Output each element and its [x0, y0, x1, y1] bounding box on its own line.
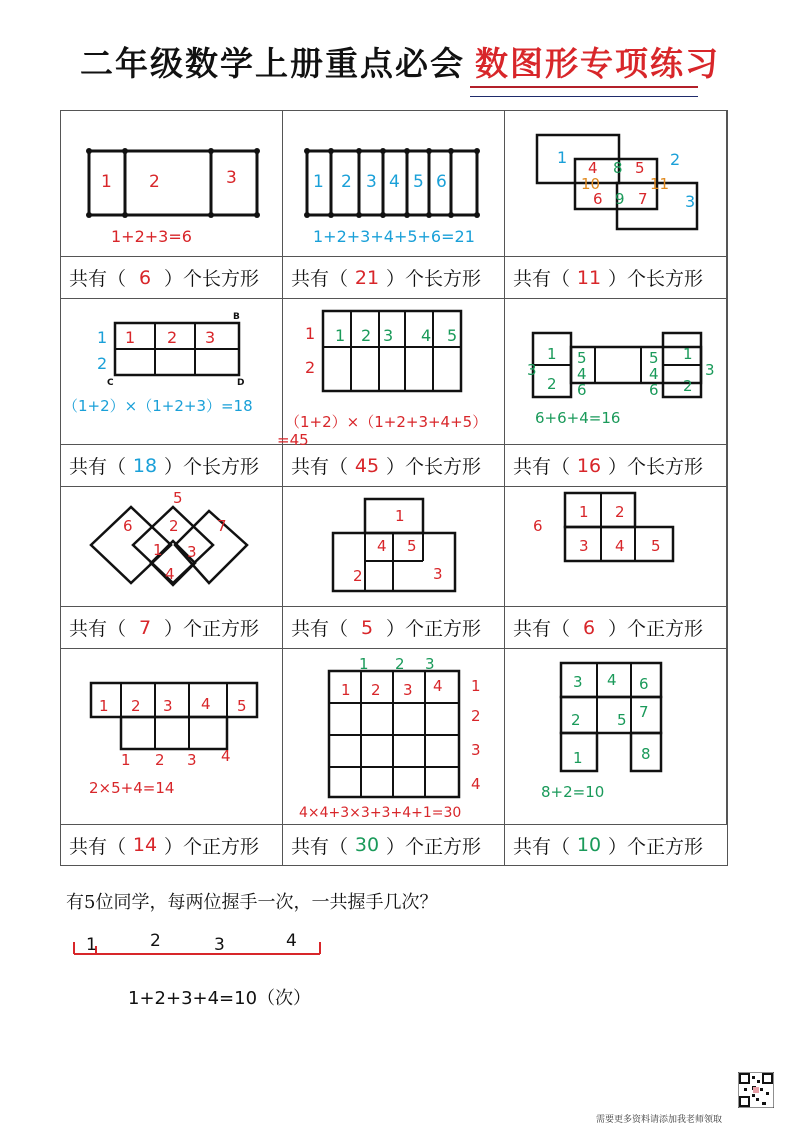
handshake-diagram — [70, 928, 370, 972]
answer-value: 21 — [354, 266, 380, 289]
label: 3 — [471, 741, 481, 759]
figure-cell-r1c3 — [505, 111, 727, 257]
handshake-label: 1 — [86, 935, 97, 955]
label: 1 — [471, 677, 481, 695]
formula-r2c2: （1+2）×（1+2+3+4+5） — [285, 413, 488, 431]
title-underline-thin — [470, 96, 698, 97]
figure-cell-r4c3 — [505, 649, 727, 825]
answer-r3c2: 共有（ 5 ）个正方形 — [283, 607, 505, 649]
label: 4 — [615, 537, 625, 555]
answer-r1c2: 共有（ 21 ）个长方形 — [283, 257, 505, 299]
answer-r3c3: 共有（ 6 ）个正方形 — [505, 607, 727, 649]
label: 6 — [533, 517, 543, 535]
handshake-label: 3 — [214, 935, 225, 955]
answer-r2c3: 共有（ 16 ）个长方形 — [505, 445, 727, 487]
label: 5 — [173, 489, 183, 507]
figure-r4c2 — [283, 649, 505, 825]
label: 2 — [683, 377, 693, 395]
label: 1 — [573, 749, 583, 767]
label: 1 — [101, 172, 112, 192]
label: 1 — [341, 681, 351, 699]
label: 1 — [579, 503, 589, 521]
figure-cell-r3c2 — [283, 487, 505, 607]
label: 3 — [226, 168, 237, 188]
figure-r4c1 — [61, 649, 283, 825]
figure-r2c1 — [61, 299, 283, 445]
label: 2 — [167, 328, 178, 347]
label: 2 — [361, 326, 372, 345]
answer-value: 7 — [138, 616, 152, 639]
title-highlight: 数图形专项练习 — [475, 44, 720, 83]
label: 2 — [471, 707, 481, 725]
label: 5 — [237, 697, 247, 715]
formula-r2c2-result: =45 — [277, 431, 309, 449]
figure-cell-r2c1 — [61, 299, 283, 445]
label: 7 — [639, 703, 649, 721]
label: 11 — [650, 175, 670, 193]
page-title — [0, 38, 800, 85]
figure-r1c3 — [505, 111, 727, 257]
label: 1 — [153, 541, 163, 559]
label: 1 — [547, 345, 557, 363]
label: 1 — [99, 697, 109, 715]
label: 3 — [403, 681, 413, 699]
title-main: 二年级数学上册重点必会 — [80, 44, 465, 83]
label: 2 — [305, 358, 316, 377]
answer-r4c1: 共有（ 14 ）个正方形 — [61, 825, 283, 865]
label: 4 — [377, 537, 387, 555]
title-underline — [470, 86, 698, 88]
label: 3 — [705, 361, 715, 379]
answer-value: 11 — [576, 266, 602, 289]
label: 6 — [436, 172, 447, 192]
label: 9 — [615, 190, 625, 208]
figure-cell-r4c1 — [61, 649, 283, 825]
label: 2 — [395, 655, 405, 673]
label: 6 — [639, 675, 649, 693]
label: 3 — [383, 326, 394, 345]
answer-r3c1: 共有（ 7 ）个正方形 — [61, 607, 283, 649]
label: 4 — [577, 365, 587, 383]
label: 3 — [685, 192, 696, 211]
worksheet-grid — [60, 110, 728, 866]
answer-value: 6 — [138, 266, 152, 289]
label: 5 — [651, 537, 661, 555]
label: B — [233, 312, 240, 322]
label: 5 — [447, 326, 458, 345]
label: 6 — [649, 381, 659, 399]
formula-r4c3: 8+2=10 — [541, 783, 605, 801]
label: 2 — [571, 711, 581, 729]
answer-r1c3: 共有（ 11 ）个长方形 — [505, 257, 727, 299]
label: 3 — [163, 697, 173, 715]
answer-value: 16 — [576, 454, 602, 477]
formula-r2c3: 6+6+4=16 — [535, 409, 621, 427]
label: 2 — [547, 375, 557, 393]
label: 6 — [577, 381, 587, 399]
label: 4 — [588, 159, 598, 177]
label: 4 — [471, 775, 481, 793]
label: 10 — [581, 175, 601, 193]
label: 8 — [613, 159, 623, 177]
label: 1 — [121, 751, 131, 769]
label: 5 — [577, 349, 587, 367]
label: 1 — [125, 328, 136, 347]
label: 2 — [155, 751, 165, 769]
label: 4 — [649, 365, 659, 383]
label: D — [237, 378, 245, 388]
figure-r1c2 — [283, 111, 505, 257]
figure-cell-r4c2 — [283, 649, 505, 825]
formula-r1c1: 1+2+3=6 — [111, 227, 192, 246]
figure-r3c1 — [61, 487, 283, 607]
answer-value: 45 — [354, 454, 380, 477]
label: 5 — [649, 349, 659, 367]
figure-r4c3 — [505, 649, 727, 825]
label: 2 — [371, 681, 381, 699]
label: 2 — [341, 172, 352, 192]
figure-cell-r1c1 — [61, 111, 283, 257]
handshake-label: 2 — [150, 931, 161, 951]
label: 3 — [187, 543, 197, 561]
label: 4 — [389, 172, 400, 192]
formula-r2c1: （1+2）×（1+2+3）=18 — [63, 397, 253, 415]
label: 5 — [407, 537, 417, 555]
figure-cell-r1c2 — [283, 111, 505, 257]
answer-r1c1: 共有（ 6 ）个长方形 — [61, 257, 283, 299]
label: 5 — [413, 172, 424, 192]
label: 1 — [359, 655, 369, 673]
label: 3 — [573, 673, 583, 691]
label: 2 — [169, 517, 179, 535]
handshake-segments — [70, 928, 370, 968]
figure-cell-r3c3 — [505, 487, 727, 607]
label: 1 — [557, 148, 568, 167]
formula-r4c2: 4×4+3×3+3+4+1=30 — [299, 805, 462, 821]
answer-r4c3: 共有（ 10 ）个正方形 — [513, 834, 704, 858]
label: 6 — [123, 517, 133, 535]
label: 2 — [97, 354, 108, 373]
label: 4 — [433, 677, 443, 695]
handshake-equation: 1+2+3+4=10（次） — [128, 988, 312, 1009]
label: C — [107, 378, 114, 388]
label: 2 — [353, 567, 363, 585]
figure-cell-r2c2 — [277, 299, 505, 449]
figure-cell-r3c1 — [61, 487, 283, 607]
label: 4 — [421, 326, 432, 345]
label: 3 — [187, 751, 197, 769]
answer-value: 18 — [132, 454, 158, 477]
label: 1 — [395, 507, 405, 525]
figure-cell-r2c3 — [505, 299, 727, 445]
label: 1 — [335, 326, 346, 345]
label: 3 — [433, 565, 443, 583]
label: 4 — [201, 695, 211, 713]
label: 2 — [131, 697, 141, 715]
label: 5 — [635, 159, 645, 177]
handshake-question: 有5位同学，每两位握手一次，一共握手几次？ — [66, 892, 438, 913]
handshake-label: 4 — [286, 931, 297, 951]
label: 3 — [579, 537, 589, 555]
answer-value: 14 — [132, 834, 158, 856]
answer-r4c2: 共有（ 30 ）个正方形 — [283, 825, 505, 865]
formula-r1c2: 1+2+3+4+5+6=21 — [313, 227, 475, 246]
label: 3 — [366, 172, 377, 192]
label: 2 — [615, 503, 625, 521]
label: 1 — [683, 345, 693, 363]
label: 5 — [617, 711, 627, 729]
label: 4 — [607, 671, 617, 689]
figure-r1c1 — [61, 111, 283, 257]
label: 7 — [638, 190, 648, 208]
answer-value: 5 — [360, 616, 374, 639]
figure-r3c3 — [505, 487, 727, 607]
figure-r3c2 — [283, 487, 505, 607]
label: 2 — [670, 150, 681, 169]
label: 7 — [217, 517, 227, 535]
label: 1 — [97, 328, 108, 347]
qr-code — [738, 1072, 774, 1108]
figure-r2c2 — [277, 299, 505, 449]
answer-value: 6 — [582, 616, 596, 639]
label: 6 — [593, 190, 603, 208]
label: 8 — [641, 745, 651, 763]
answer-r2c2: 共有（ 45 ）个长方形 — [283, 445, 505, 487]
label: 4 — [165, 565, 175, 583]
formula-r4c1: 2×5+4=14 — [89, 779, 175, 797]
answer-value: 10 — [576, 834, 602, 856]
label: 1 — [305, 324, 316, 343]
footer-note: 需要更多资料请添加我老师领取 — [596, 1115, 723, 1125]
label: 4 — [221, 747, 231, 765]
figure-r2c3 — [505, 299, 727, 445]
label: 2 — [149, 172, 160, 192]
label: 3 — [425, 655, 435, 673]
label: 3 — [527, 361, 537, 379]
label: 3 — [205, 328, 216, 347]
answer-r2c1: 共有（ 18 ）个长方形 — [61, 445, 283, 487]
label: 1 — [313, 172, 324, 192]
answer-value: 30 — [354, 834, 380, 856]
